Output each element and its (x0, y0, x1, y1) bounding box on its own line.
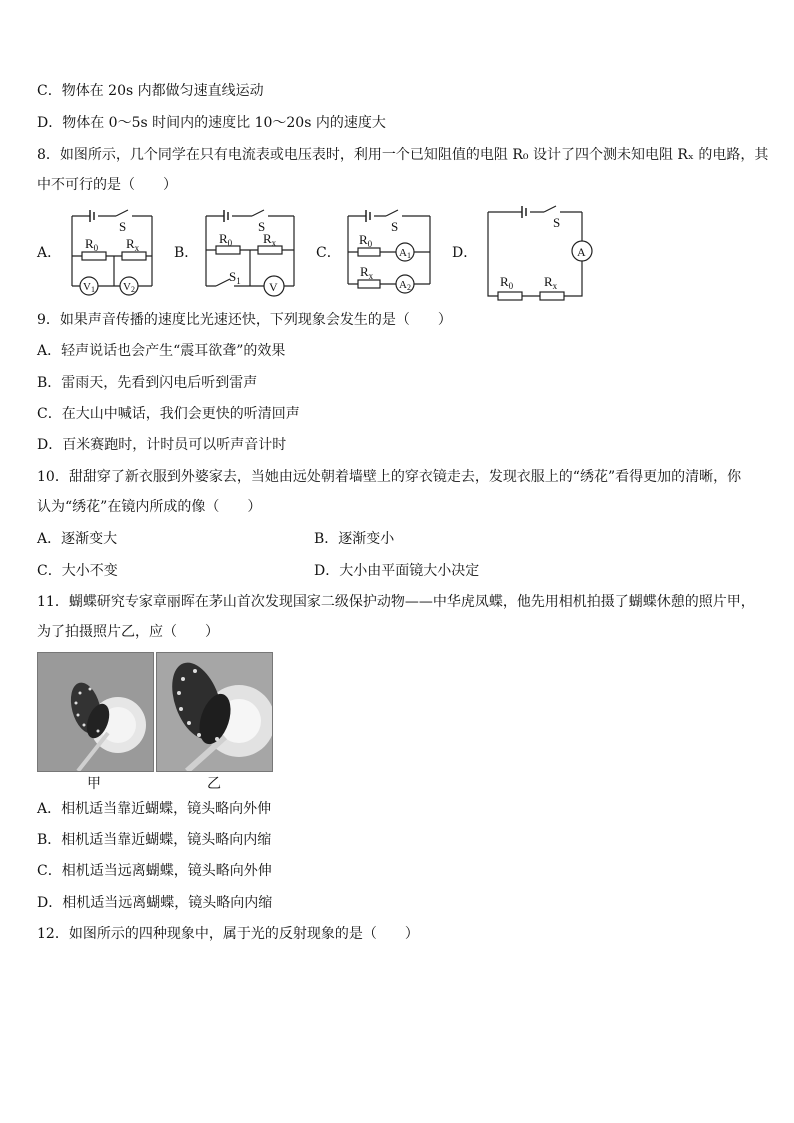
q10-option-c: C．大小不变 (37, 563, 118, 579)
q10-option-b: B．逐渐变小 (314, 531, 395, 547)
rx-label: $R_x$ (126, 236, 140, 253)
a2-label: A2 (399, 279, 411, 292)
q7-option-c: C．物体在 20s 内都做匀速直线运动 (37, 83, 264, 99)
q12-stem: 12．如图所示的四种现象中，属于光的反射现象的是（ ） (37, 926, 419, 942)
v-label: V (269, 280, 278, 294)
q9-option-a: A．轻声说话也会产生“震耳欲聋”的效果 (37, 343, 286, 359)
switch-label: S (391, 219, 399, 234)
r0-label: $R_0$ (359, 232, 373, 249)
q9-stem: 9．如果声音传播的速度比光速还快，下列现象会发生的是（ ） (37, 312, 452, 328)
q10-stem-line2: 认为“绣花”在镜内所成的像（ ） (37, 499, 262, 515)
rx-label: $R_x$ (263, 231, 277, 248)
q8-label-d: D． (452, 245, 478, 261)
q11-option-a: A．相机适当靠近蝴蝶，镜头略向外伸 (37, 801, 272, 817)
q10-option-d: D．大小由平面镜大小决定 (314, 563, 480, 579)
s1-label: $S_1$ (229, 269, 241, 286)
circuit-diagram-c (344, 206, 434, 304)
butterfly-photo-jia (37, 652, 154, 772)
switch-label: S (553, 215, 561, 230)
switch-label: S (119, 219, 127, 234)
photo-caption-jia: 甲 (87, 776, 101, 792)
q9-option-d: D．百米赛跑时，计时员可以听声音计时 (37, 437, 287, 453)
q11-stem-line2: 为了拍摄照片乙，应（ ） (37, 624, 219, 640)
q8-stem-line1: 8．如图所示，几个同学在只有电流表或电压表时，利用一个已知阻值的电阻 R₀ 设计了四个测未知电阻 Rₓ 的电路，其 (37, 147, 769, 163)
r0-label: $R_0$ (85, 236, 99, 253)
q8-label-c: C． (316, 245, 341, 261)
switch-label: S (258, 219, 266, 234)
q8-stem-line2: 中不可行的是（ ） (37, 177, 177, 193)
q9-option-c: C．在大山中喊话，我们会更快的听清回声 (37, 406, 300, 422)
photo-caption-yi: 乙 (207, 776, 221, 792)
q11-stem-line1: 11．蝴蝶研究专家章丽晖在茅山首次发现国家二级保护动物——中华虎凤蝶，他先用相机拍摄了蝴蝶休憩的照片甲， (37, 594, 755, 610)
q11-option-b: B．相机适当靠近蝴蝶，镜头略向内缩 (37, 832, 272, 848)
q8-label-b: B． (174, 245, 199, 261)
a-label: A (577, 245, 586, 259)
circuit-diagram-a (64, 206, 159, 304)
v1-label: V1 (83, 281, 95, 294)
rx-label: $R_x$ (544, 274, 558, 291)
q10-option-a: A．逐渐变大 (37, 531, 118, 547)
r0-label: $R_0$ (219, 231, 233, 248)
butterfly-photo-yi (156, 652, 273, 772)
a1-label: A1 (399, 247, 411, 260)
q9-option-b: B．雷雨天，先看到闪电后听到雷声 (37, 375, 258, 391)
v2-label: V2 (123, 281, 135, 294)
q10-stem-line1: 10．甜甜穿了新衣服到外婆家去，当她由远处朝着墙壁上的穿衣镜走去，发现衣服上的“绣花”看得更加的清晰，你 (37, 469, 742, 485)
circuit-diagram-b (200, 206, 300, 304)
circuit-diagram-d (484, 202, 599, 306)
r0-label: $R_0$ (500, 274, 514, 291)
q7-option-d: D．物体在 0～5s 时间内的速度比 10～20s 内的速度大 (37, 115, 386, 131)
q11-option-d: D．相机适当远离蝴蝶，镜头略向内缩 (37, 895, 273, 911)
q8-label-a: A． (37, 245, 62, 261)
q11-option-c: C．相机适当远离蝴蝶，镜头略向外伸 (37, 863, 272, 879)
rx-label: $R_x$ (360, 264, 374, 281)
